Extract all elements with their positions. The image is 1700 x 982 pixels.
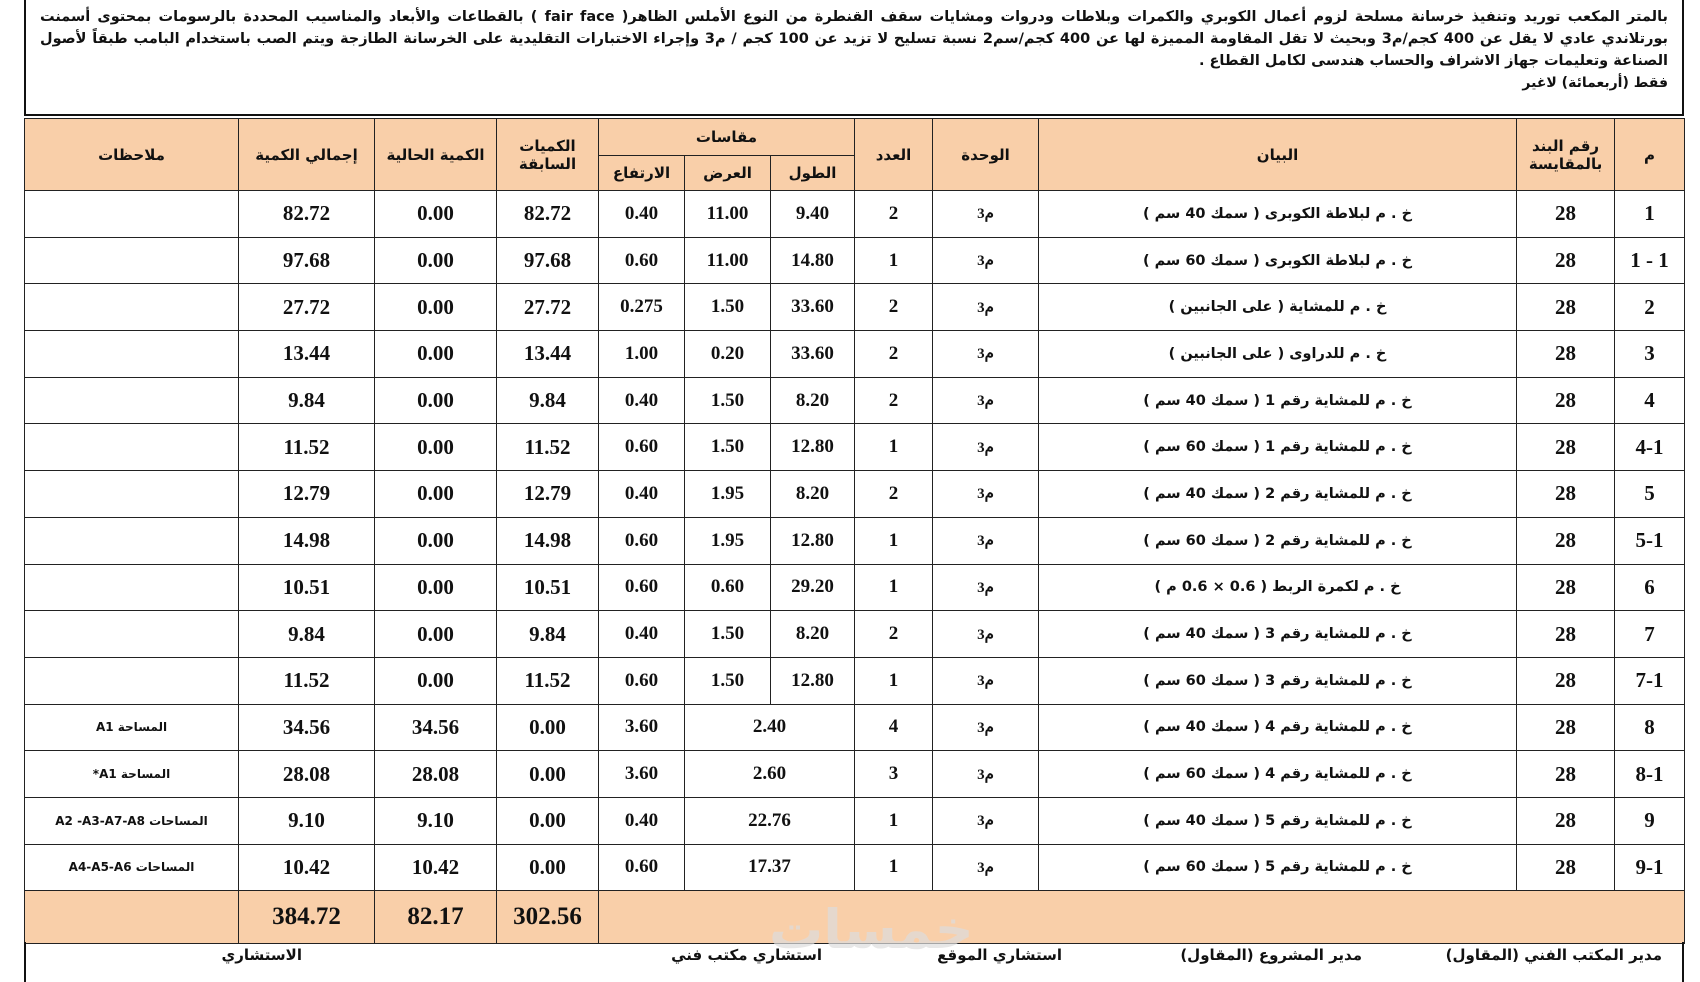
cell-remarks (25, 331, 239, 378)
cell-length: 14.80 (771, 237, 855, 284)
cell-length: 12.80 (771, 424, 855, 471)
cell-count: 3 (855, 751, 933, 798)
cell-remarks: المساحة A1 (25, 704, 239, 751)
cell-serial: 5 (1615, 471, 1685, 518)
header-item-no: رقم البند بالمقايسة (1517, 119, 1615, 191)
cell-previous: 0.00 (497, 844, 599, 891)
table-row (25, 237, 1685, 284)
cell-previous: 27.72 (497, 284, 599, 331)
table-row (25, 191, 1685, 238)
cell-current: 9.10 (375, 797, 497, 844)
cell-previous: 97.68 (497, 237, 599, 284)
cell-current: 0.00 (375, 611, 497, 658)
table-row (25, 424, 1685, 471)
signature-tech-office-manager: مدير المكتب الفني (المقاول) (1445, 946, 1662, 964)
table-row (25, 657, 1685, 704)
table-row (25, 331, 1685, 378)
cell-length: 33.60 (771, 284, 855, 331)
signatures-row (24, 942, 1684, 982)
cell-remarks (25, 424, 239, 471)
cell-previous: 11.52 (497, 657, 599, 704)
cell-previous: 13.44 (497, 331, 599, 378)
cell-serial: 9-1 (1615, 844, 1685, 891)
cell-item: 28 (1517, 377, 1615, 424)
header-length: الطول (771, 156, 855, 191)
quantities-table (24, 118, 1685, 944)
cell-total: 9.84 (239, 377, 375, 424)
cell-item: 28 (1517, 191, 1615, 238)
cell-count: 1 (855, 797, 933, 844)
cell-current: 28.08 (375, 751, 497, 798)
cell-item: 28 (1517, 517, 1615, 564)
totals-remarks (25, 891, 239, 944)
total-previous: 302.56 (497, 891, 599, 944)
cell-current: 0.00 (375, 517, 497, 564)
table-row (25, 564, 1685, 611)
cell-area: 2.40 (685, 704, 855, 751)
cell-count: 2 (855, 284, 933, 331)
cell-item: 28 (1517, 331, 1615, 378)
cell-count: 2 (855, 331, 933, 378)
cell-description: خ . م للمشاية رقم 3 ( سمك 40 سم ) (1039, 611, 1517, 658)
cell-width: 1.50 (685, 611, 771, 658)
cell-total: 97.68 (239, 237, 375, 284)
cell-width: 1.95 (685, 517, 771, 564)
cell-previous: 11.52 (497, 424, 599, 471)
cell-length: 9.40 (771, 191, 855, 238)
cell-height: 0.40 (599, 611, 685, 658)
table-row (25, 471, 1685, 518)
cell-width: 1.50 (685, 284, 771, 331)
cell-count: 4 (855, 704, 933, 751)
cell-remarks (25, 471, 239, 518)
cell-previous: 12.79 (497, 471, 599, 518)
table-row (25, 751, 1685, 798)
cell-remarks: المساحات A4-A5-A6 (25, 844, 239, 891)
cell-height: 0.40 (599, 797, 685, 844)
total-grand: 384.72 (239, 891, 375, 944)
cell-height: 0.40 (599, 191, 685, 238)
header-height: الارتفاع (599, 156, 685, 191)
document (24, 0, 1684, 970)
cell-serial: 3 (1615, 331, 1685, 378)
cell-area: 17.37 (685, 844, 855, 891)
amount-in-words: فقط (أربعمائة) لاغير (1522, 75, 1668, 91)
cell-previous: 0.00 (497, 751, 599, 798)
cell-item: 28 (1517, 471, 1615, 518)
cell-height: 0.60 (599, 237, 685, 284)
watermark: خمسات (769, 898, 974, 961)
cell-total: 13.44 (239, 331, 375, 378)
cell-current: 0.00 (375, 657, 497, 704)
totals-spacer (599, 891, 1685, 944)
cell-previous: 9.84 (497, 611, 599, 658)
cell-description: خ . م للمشاية رقم 2 ( سمك 60 سم ) (1039, 517, 1517, 564)
cell-current: 0.00 (375, 377, 497, 424)
cell-unit: م3 (933, 657, 1039, 704)
cell-total: 9.84 (239, 611, 375, 658)
cell-unit: م3 (933, 471, 1039, 518)
cell-item: 28 (1517, 657, 1615, 704)
cell-serial: 1 (1615, 191, 1685, 238)
cell-item: 28 (1517, 424, 1615, 471)
header-serial: م (1615, 119, 1685, 191)
cell-description: خ . م لكمرة الربط ( 0.6 × 0.6 م ) (1039, 564, 1517, 611)
table-row (25, 611, 1685, 658)
table-row (25, 284, 1685, 331)
cell-count: 2 (855, 611, 933, 658)
table-row (25, 704, 1685, 751)
cell-length: 8.20 (771, 471, 855, 518)
item-description-block (24, 0, 1684, 116)
cell-item: 28 (1517, 797, 1615, 844)
cell-item: 28 (1517, 564, 1615, 611)
cell-remarks (25, 237, 239, 284)
cell-width: 1.95 (685, 471, 771, 518)
cell-count: 1 (855, 844, 933, 891)
cell-height: 0.40 (599, 471, 685, 518)
cell-serial: 5-1 (1615, 517, 1685, 564)
cell-remarks (25, 517, 239, 564)
cell-height: 0.40 (599, 377, 685, 424)
header-current: الكمية الحالية (375, 119, 497, 191)
cell-serial: 4 (1615, 377, 1685, 424)
cell-total: 12.79 (239, 471, 375, 518)
cell-width: 0.60 (685, 564, 771, 611)
cell-description: خ . م للمشاية رقم 5 ( سمك 60 سم ) (1039, 844, 1517, 891)
cell-width: 0.20 (685, 331, 771, 378)
cell-serial: 9 (1615, 797, 1685, 844)
cell-total: 34.56 (239, 704, 375, 751)
cell-previous: 0.00 (497, 797, 599, 844)
header-total: إجمالي الكمية (239, 119, 375, 191)
cell-width: 11.00 (685, 237, 771, 284)
cell-description: خ . م لبلاطة الكوبرى ( سمك 60 سم ) (1039, 237, 1517, 284)
cell-length: 29.20 (771, 564, 855, 611)
cell-serial: 2 (1615, 284, 1685, 331)
cell-serial: 7 (1615, 611, 1685, 658)
cell-remarks (25, 611, 239, 658)
cell-height: 0.60 (599, 517, 685, 564)
cell-item: 28 (1517, 611, 1615, 658)
table-row (25, 517, 1685, 564)
cell-total: 11.52 (239, 657, 375, 704)
total-current: 82.17 (375, 891, 497, 944)
cell-serial: 4-1 (1615, 424, 1685, 471)
cell-total: 28.08 (239, 751, 375, 798)
cell-width: 11.00 (685, 191, 771, 238)
cell-description: خ . م للمشاية رقم 1 ( سمك 40 سم ) (1039, 377, 1517, 424)
cell-total: 10.42 (239, 844, 375, 891)
cell-item: 28 (1517, 751, 1615, 798)
cell-unit: م3 (933, 377, 1039, 424)
cell-unit: م3 (933, 797, 1039, 844)
cell-description: خ . م للدراوى ( على الجانبين ) (1039, 331, 1517, 378)
cell-unit: م3 (933, 284, 1039, 331)
header-count: العدد (855, 119, 933, 191)
cell-description: خ . م للمشاية ( على الجانبين ) (1039, 284, 1517, 331)
cell-total: 9.10 (239, 797, 375, 844)
header-remarks: ملاحظات (25, 119, 239, 191)
cell-current: 10.42 (375, 844, 497, 891)
cell-current: 0.00 (375, 284, 497, 331)
cell-count: 1 (855, 517, 933, 564)
cell-length: 8.20 (771, 611, 855, 658)
cell-serial: 8-1 (1615, 751, 1685, 798)
cell-item: 28 (1517, 704, 1615, 751)
cell-serial: 6 (1615, 564, 1685, 611)
cell-item: 28 (1517, 284, 1615, 331)
cell-length: 33.60 (771, 331, 855, 378)
cell-count: 1 (855, 657, 933, 704)
cell-previous: 0.00 (497, 704, 599, 751)
cell-length: 12.80 (771, 517, 855, 564)
cell-unit: م3 (933, 191, 1039, 238)
cell-serial: 1 - 1 (1615, 237, 1685, 284)
cell-remarks (25, 377, 239, 424)
cell-count: 2 (855, 191, 933, 238)
cell-count: 2 (855, 471, 933, 518)
cell-height: 1.00 (599, 331, 685, 378)
cell-unit: م3 (933, 564, 1039, 611)
cell-description: خ . م للمشاية رقم 1 ( سمك 60 سم ) (1039, 424, 1517, 471)
cell-length: 8.20 (771, 377, 855, 424)
cell-current: 0.00 (375, 331, 497, 378)
cell-previous: 9.84 (497, 377, 599, 424)
table-row (25, 844, 1685, 891)
cell-current: 0.00 (375, 424, 497, 471)
cell-description: خ . م للمشاية رقم 4 ( سمك 60 سم ) (1039, 751, 1517, 798)
header-unit: الوحدة (933, 119, 1039, 191)
cell-unit: م3 (933, 237, 1039, 284)
cell-area: 22.76 (685, 797, 855, 844)
cell-height: 0.60 (599, 844, 685, 891)
cell-height: 3.60 (599, 704, 685, 751)
header-description: البيان (1039, 119, 1517, 191)
cell-description: خ . م لبلاطة الكوبرى ( سمك 40 سم ) (1039, 191, 1517, 238)
cell-description: خ . م للمشاية رقم 5 ( سمك 40 سم ) (1039, 797, 1517, 844)
cell-item: 28 (1517, 237, 1615, 284)
signature-consultant: الاستشاري (221, 946, 302, 964)
signature-project-manager: مدير المشروع (المقاول) (1180, 946, 1362, 964)
cell-total: 10.51 (239, 564, 375, 611)
cell-previous: 82.72 (497, 191, 599, 238)
cell-unit: م3 (933, 517, 1039, 564)
cell-remarks (25, 191, 239, 238)
cell-previous: 14.98 (497, 517, 599, 564)
signature-office-consultant: استشاري مكتب فني (671, 946, 822, 964)
cell-remarks: المساحات A2 -A3-A7-A8 (25, 797, 239, 844)
cell-height: 0.275 (599, 284, 685, 331)
cell-height: 0.60 (599, 564, 685, 611)
cell-total: 11.52 (239, 424, 375, 471)
cell-area: 2.60 (685, 751, 855, 798)
cell-unit: م3 (933, 611, 1039, 658)
table-row (25, 797, 1685, 844)
cell-serial: 7-1 (1615, 657, 1685, 704)
cell-item: 28 (1517, 844, 1615, 891)
header-width: العرض (685, 156, 771, 191)
cell-description: خ . م للمشاية رقم 2 ( سمك 40 سم ) (1039, 471, 1517, 518)
cell-remarks (25, 284, 239, 331)
cell-width: 1.50 (685, 377, 771, 424)
signature-site-consultant: استشاري الموقع (937, 946, 1062, 964)
cell-count: 1 (855, 237, 933, 284)
cell-current: 0.00 (375, 191, 497, 238)
cell-width: 1.50 (685, 424, 771, 471)
header-dimensions: مقاسات (599, 119, 855, 156)
cell-height: 0.60 (599, 424, 685, 471)
cell-unit: م3 (933, 331, 1039, 378)
cell-unit: م3 (933, 424, 1039, 471)
cell-height: 0.60 (599, 657, 685, 704)
cell-height: 3.60 (599, 751, 685, 798)
cell-count: 1 (855, 564, 933, 611)
cell-width: 1.50 (685, 657, 771, 704)
header-previous: الكميات السابقة (497, 119, 599, 191)
cell-current: 0.00 (375, 471, 497, 518)
cell-count: 1 (855, 424, 933, 471)
table-row (25, 377, 1685, 424)
cell-current: 34.56 (375, 704, 497, 751)
cell-total: 27.72 (239, 284, 375, 331)
cell-remarks (25, 564, 239, 611)
cell-unit: م3 (933, 704, 1039, 751)
cell-remarks: المساحة A1* (25, 751, 239, 798)
item-description-text: بالمتر المكعب توريد وتنفيذ خرسانة مسلحة لزوم أعمال الكوبري والكمرات وبلاطات ودروات ومشايات سقف القنطرة من النوع الأملس الظاهر( fair face ) بالقطاعات والأبعاد والمناسيب المحددة بالرسومات بمحتوى أسمنت بورتلاندي عادي لا يقل عن 400 كجم/م3 وبحيث لا تقل المقاومة المميزة لها عن 400 كجم/سم2 نسبة تسليح لا تزيد عن 100 كجم / م3 وإجراء الاختبارات التقليدية على الخرسانة الطازجة ويتم الصب باستخدام البامب طبقاً لأصول الصناعة وتعليمات جهاز الاشراف والحساب هندسى لكامل القطاع . (40, 9, 1668, 69)
cell-current: 0.00 (375, 237, 497, 284)
cell-remarks (25, 657, 239, 704)
cell-description: خ . م للمشاية رقم 4 ( سمك 40 سم ) (1039, 704, 1517, 751)
cell-previous: 10.51 (497, 564, 599, 611)
cell-current: 0.00 (375, 564, 497, 611)
cell-description: خ . م للمشاية رقم 3 ( سمك 60 سم ) (1039, 657, 1517, 704)
cell-length: 12.80 (771, 657, 855, 704)
cell-unit: م3 (933, 751, 1039, 798)
cell-serial: 8 (1615, 704, 1685, 751)
cell-total: 14.98 (239, 517, 375, 564)
cell-count: 2 (855, 377, 933, 424)
cell-unit: م3 (933, 844, 1039, 891)
cell-total: 82.72 (239, 191, 375, 238)
